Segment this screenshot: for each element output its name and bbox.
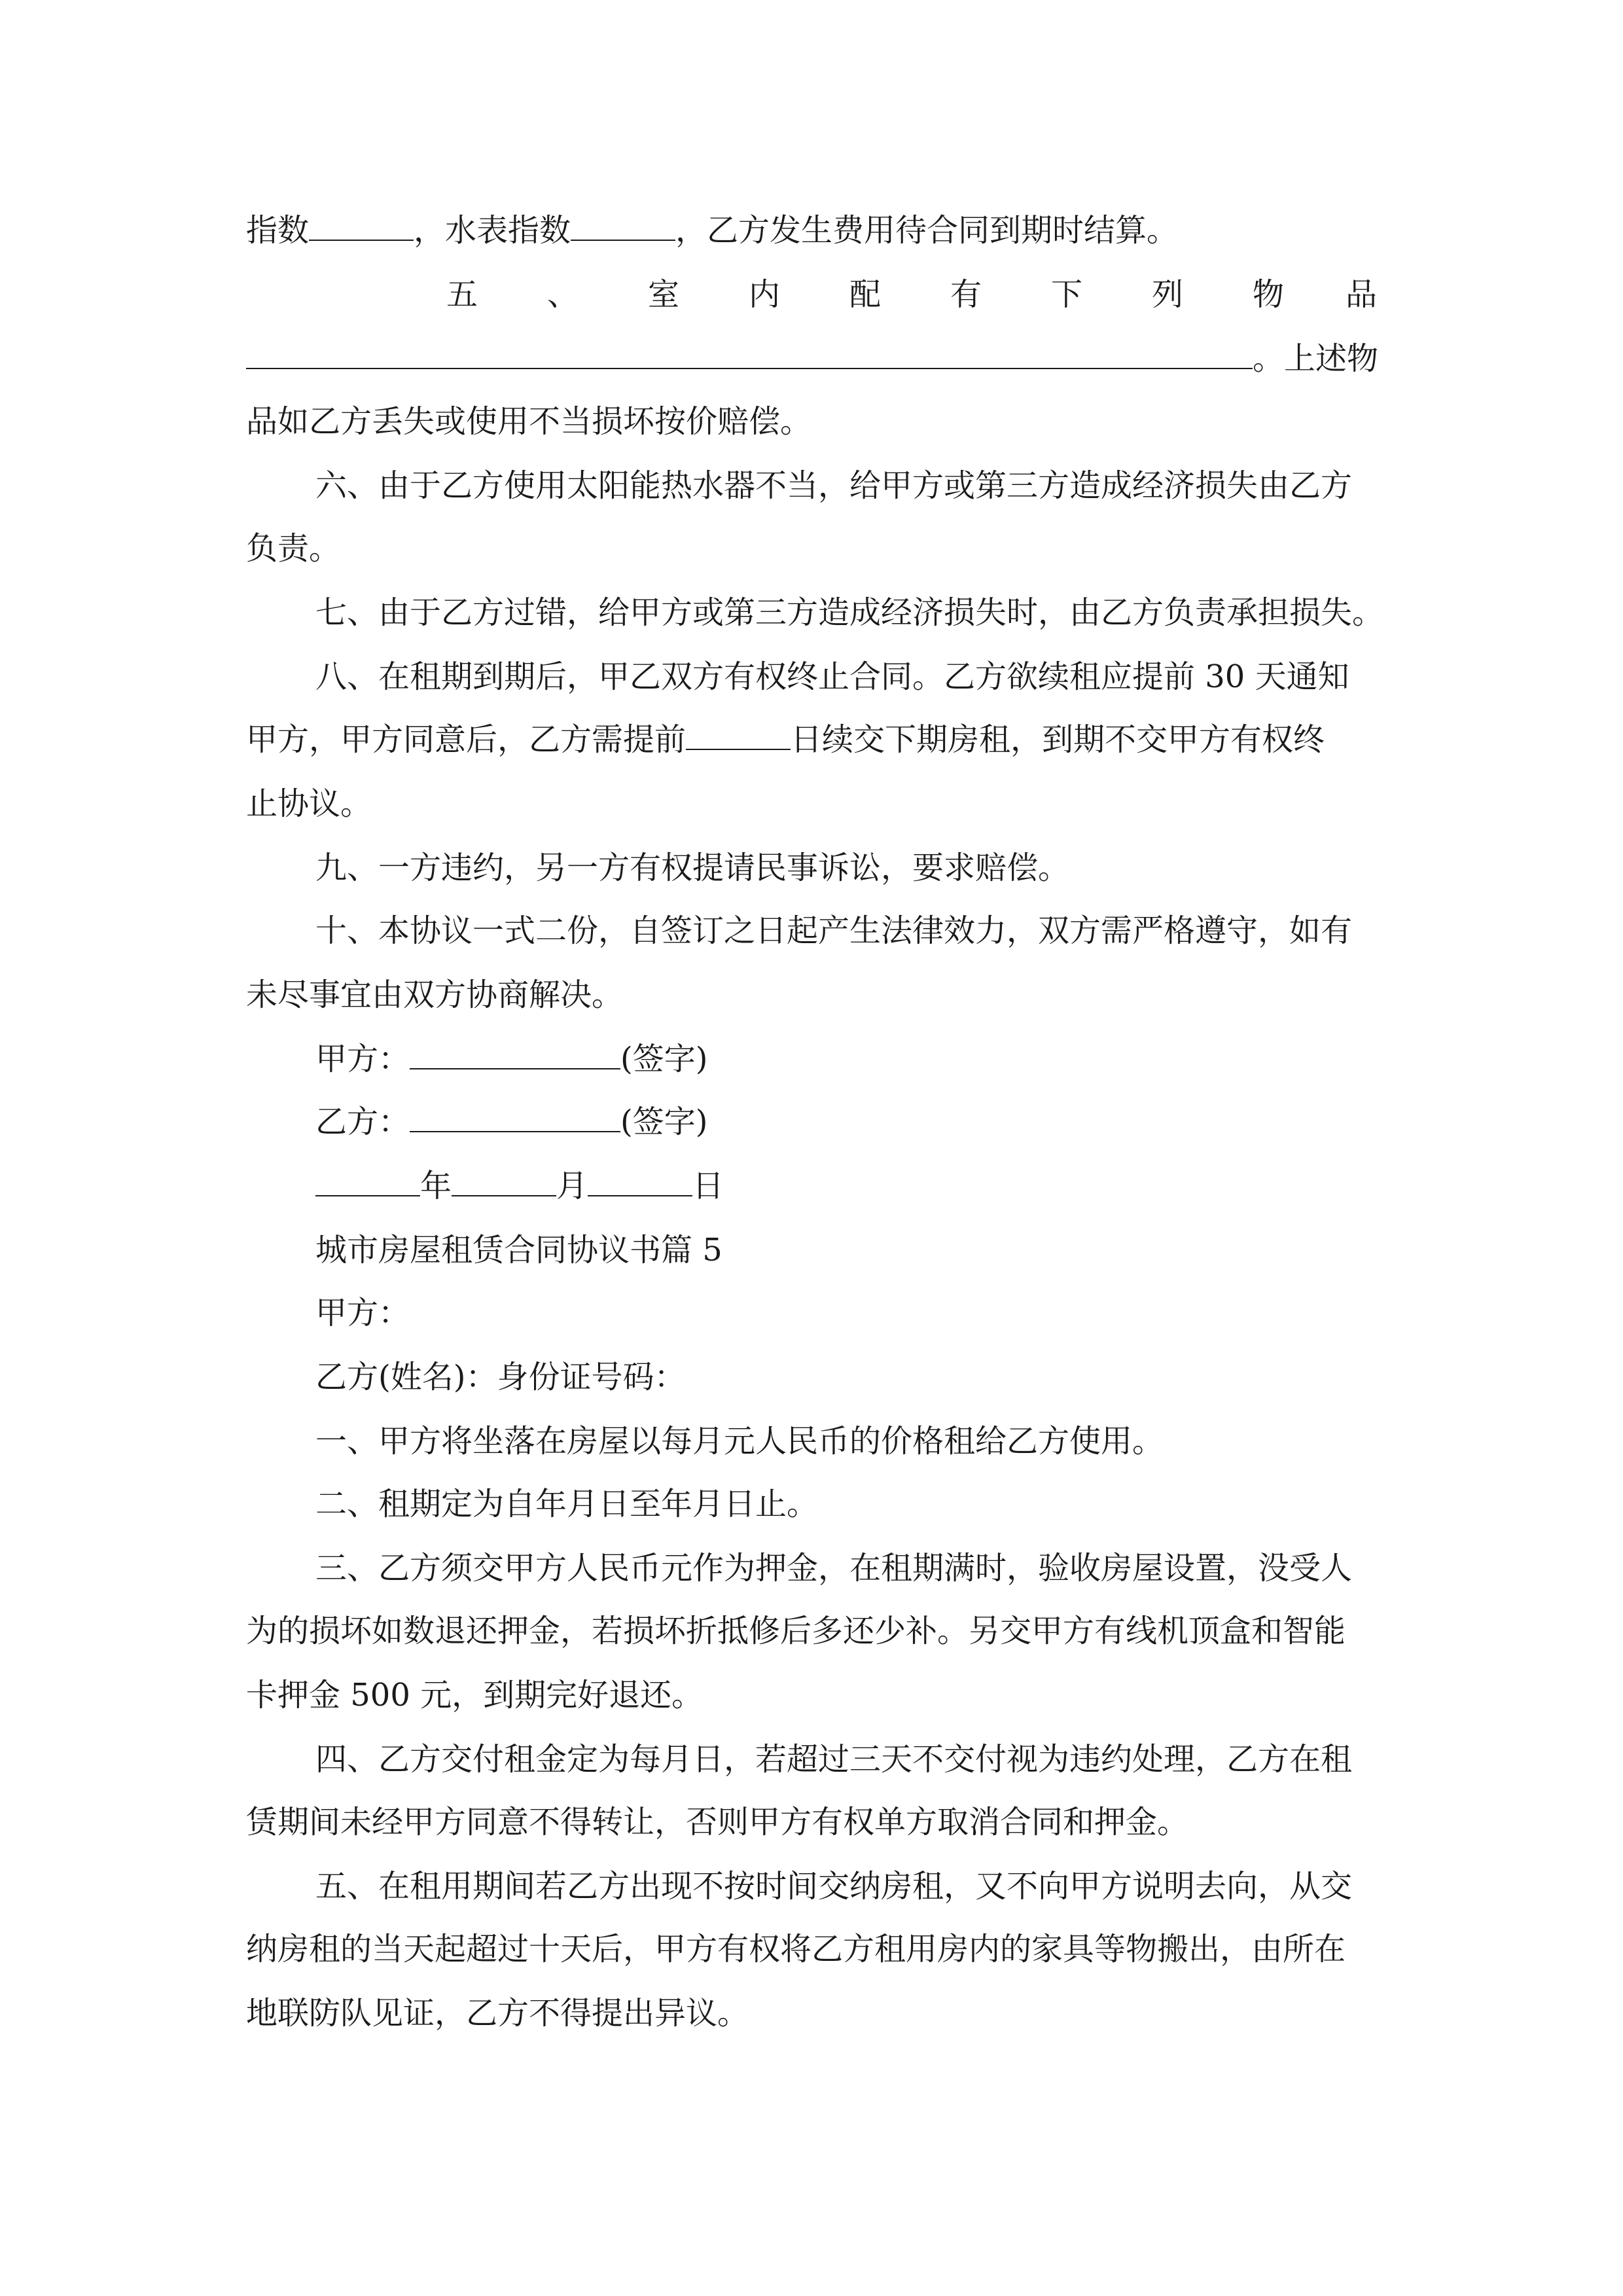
text-span: 甲方，甲方同意后，乙方需提前 xyxy=(246,721,687,758)
text-span: (签字) xyxy=(620,1103,708,1140)
paragraph-line: 二、租期定为自年月日至年月日止。 xyxy=(315,1486,819,1522)
paragraph-line: 止协议。 xyxy=(246,785,372,822)
paragraph-line: 九、一方违约，另一方有权提请民事诉讼，要求赔偿。 xyxy=(315,850,1070,886)
spread-char: 、 xyxy=(547,276,579,313)
paragraph-line: 赁期间未经甲方同意不得转让，否则甲方有权单方取消合同和押金。 xyxy=(246,1804,1189,1840)
spread-char: 下 xyxy=(1051,276,1083,313)
text-span: (签字) xyxy=(620,1041,708,1077)
fill-blank xyxy=(571,213,675,241)
fill-blank xyxy=(686,723,791,750)
text-span: ，水表指数 xyxy=(414,212,571,249)
paragraph-line: 八、在租期到期后，甲乙双方有权终止合同。乙方欲续租应提前 30 天通知 xyxy=(315,658,1349,695)
paragraph-line xyxy=(246,339,1378,378)
paragraph-line: 未尽事宜由双方协商解决。 xyxy=(246,977,624,1013)
paragraph-line: 甲方： xyxy=(315,1295,410,1331)
section-title: 城市房屋租赁合同协议书篇 5 xyxy=(315,1232,722,1268)
spread-char: 配 xyxy=(849,276,882,313)
text-span: 月 xyxy=(556,1168,588,1204)
signature-line-party-a xyxy=(315,1039,707,1079)
text-span: 乙方： xyxy=(315,1103,410,1140)
text-span: 甲方： xyxy=(315,1041,410,1077)
date-line xyxy=(315,1166,724,1206)
paragraph-line xyxy=(246,211,1178,250)
spread-char: 物 xyxy=(1253,276,1285,313)
text-span: 年 xyxy=(420,1168,452,1204)
fill-blank xyxy=(410,1042,620,1069)
spread-char: 五 xyxy=(446,276,478,313)
spread-char: 有 xyxy=(950,276,982,313)
fill-blank xyxy=(410,1105,620,1132)
text-span: 指数 xyxy=(246,212,310,249)
paragraph-line: 一、甲方将坐落在房屋以每月元人民币的价格租给乙方使用。 xyxy=(315,1423,1164,1460)
paragraph-line: 纳房租的当天起超过十天后，甲方有权将乙方租用房内的家具等物搬出，由所在 xyxy=(246,1931,1346,1967)
fill-blank xyxy=(246,342,1253,369)
paragraph-line: 三、乙方须交甲方人民币元作为押金，在租期满时，验收房屋设置，没受人 xyxy=(315,1550,1353,1587)
text-span: ，乙方发生费用待合同到期时结算。 xyxy=(675,212,1179,249)
spread-char: 室 xyxy=(648,276,680,313)
paragraph-line: 乙方(姓名)：身份证号码： xyxy=(315,1359,686,1395)
text-span: 。上述物 xyxy=(1253,340,1379,377)
paragraph-line: 地联防队见证，乙方不得提出异议。 xyxy=(246,1995,749,2032)
paragraph-line: 卡押金 500 元，到期完好退还。 xyxy=(246,1677,704,1713)
fill-blank xyxy=(588,1169,692,1196)
paragraph-line: 十、本协议一式二份，自签订之日起产生法律效力，双方需严格遵守，如有 xyxy=(315,912,1353,949)
paragraph-line: 五、在租用期间若乙方出现不按时间交纳房租，又不向甲方说明去向，从交 xyxy=(315,1868,1353,1905)
signature-line-party-b xyxy=(315,1102,707,1141)
paragraph-line: 七、由于乙方过错，给甲方或第三方造成经济损失时，由乙方负责承担损失。 xyxy=(315,594,1384,631)
spread-char: 品 xyxy=(1346,276,1378,313)
paragraph-line: 六、由于乙方使用太阳能热水器不当，给甲方或第三方造成经济损失由乙方 xyxy=(315,467,1353,504)
paragraph-line: 品如乙方丢失或使用不当损坏按价赔偿。 xyxy=(246,403,812,440)
text-span: 日 xyxy=(692,1168,724,1204)
fill-blank xyxy=(315,1169,420,1196)
fill-blank xyxy=(452,1169,556,1196)
text-span: 日续交下期房租，到期不交甲方有权终 xyxy=(791,721,1325,758)
paragraph-line: 四、乙方交付租金定为每月日，若超过三天不交付视为违约处理，乙方在租 xyxy=(315,1741,1353,1778)
spread-char: 内 xyxy=(749,276,781,313)
paragraph-line: 为的损坏如数退还押金，若损坏折抵修后多还少补。另交甲方有线机顶盒和智能 xyxy=(246,1613,1346,1649)
spread-char: 列 xyxy=(1152,276,1184,313)
paragraph-line xyxy=(246,720,1325,759)
paragraph-line: 负责。 xyxy=(246,530,341,567)
fill-blank xyxy=(309,213,414,241)
